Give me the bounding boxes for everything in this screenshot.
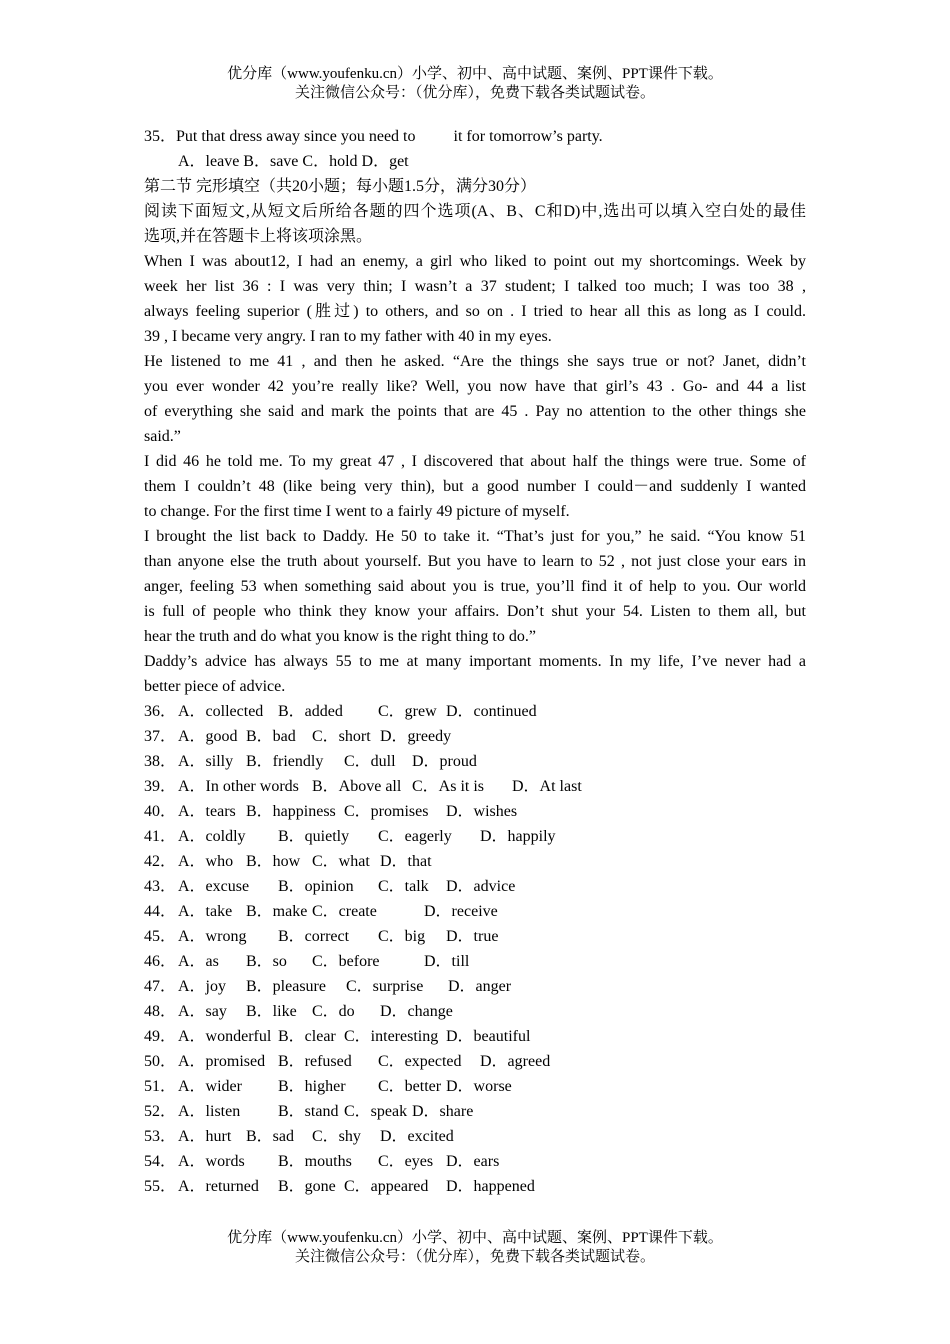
option-b: B．gone — [278, 1178, 336, 1195]
header-line-1: 优分库（www.youfenku.cn）小学、初中、高中试题、案例、PPT课件下载。 — [227, 66, 723, 82]
question-row — [144, 874, 806, 899]
option-c: C．eagerly — [378, 828, 452, 845]
option-a: A．wider — [178, 1078, 242, 1095]
passage-line: anger, feeling 53 when something said about you is true, you’ll find it of help to you. Our world — [144, 578, 806, 595]
option-b: B．Above all — [312, 778, 402, 795]
option-d: D．true — [446, 928, 499, 945]
option-a: A．excuse — [178, 878, 250, 895]
question-number: 50． — [144, 1053, 177, 1070]
question-row — [144, 849, 806, 874]
question-row — [144, 824, 806, 849]
passage-line: is full of people who think they know your affairs. Don’t shut your 54. Listen to them all, but — [144, 603, 806, 620]
question-number: 52． — [144, 1103, 177, 1120]
option-d: D．that — [380, 853, 432, 870]
passage-line: Daddy’s advice has always 55 to me at many important moments. In my life, I’ve never had a — [144, 653, 806, 670]
option-b: B．happiness — [246, 803, 336, 820]
option-a: A．wonderful — [178, 1028, 272, 1045]
option-c: C．appeared — [344, 1178, 429, 1195]
page-footer — [0, 1229, 950, 1267]
question-number: 53． — [144, 1128, 177, 1145]
option-a: A．who — [178, 853, 234, 870]
question-row — [144, 799, 806, 824]
option-b: B．make — [246, 903, 308, 920]
question-number: 38． — [144, 753, 177, 770]
option-b: B．so — [246, 953, 287, 970]
option-c: C．shy — [312, 1128, 361, 1145]
option-b: B．friendly — [246, 753, 324, 770]
question-number: 44． — [144, 903, 177, 920]
option-a: A．coldly — [178, 828, 246, 845]
option-b: B．mouths — [278, 1153, 352, 1170]
passage-line: week her list 36 : I was very thin; I wasn’t a 37 student; I talked too much; I was too 38 , — [144, 278, 806, 295]
option-a: A．silly — [178, 753, 234, 770]
question-number: 40． — [144, 803, 177, 820]
question-number: 46． — [144, 953, 177, 970]
option-c: C．As it is — [412, 778, 485, 795]
passage-line: hear the truth and do what you know is the right thing to do.” — [144, 628, 536, 645]
section-instruction-1: 阅读下面短文,从短文后所给各题的四个选项(A、B、C和D)中,选出可以填入空白处的最佳 — [144, 203, 806, 220]
option-a: A．collected — [178, 703, 264, 720]
option-c: C．surprise — [346, 978, 424, 995]
option-c: C．big — [378, 928, 426, 945]
passage-line: than anyone else the truth about yourself. But you have to learn to 52 , not just close your ears in — [144, 553, 806, 570]
option-d: D．happily — [480, 828, 556, 845]
option-b: B．pleasure — [246, 978, 326, 995]
passage-line: I brought the list back to Daddy. He 50 to take it. “That’s just for you,” he said. “You know 51 — [144, 528, 806, 545]
question-number: 43． — [144, 878, 177, 895]
option-c: C．create — [312, 903, 377, 920]
option-d: D．advice — [446, 878, 516, 895]
page-header — [0, 65, 950, 103]
question-row — [144, 1049, 806, 1074]
option-c: C．expected — [378, 1053, 462, 1070]
question-35 — [144, 124, 806, 149]
option-d: D．change — [380, 1003, 453, 1020]
option-c: C．before — [312, 953, 380, 970]
passage-line: of everything she said and mark the points that are 45 . Pay no attention to the other things she — [144, 403, 806, 420]
question-row — [144, 974, 806, 999]
footer-line-1: 优分库（www.youfenku.cn）小学、初中、高中试题、案例、PPT课件下载。 — [227, 1230, 723, 1246]
option-d: D．till — [424, 953, 470, 970]
option-d: D．share — [412, 1103, 474, 1120]
option-d: D．excited — [380, 1128, 454, 1145]
option-d: D．happened — [446, 1178, 535, 1195]
option-c: C．better — [378, 1078, 442, 1095]
question-number: 42． — [144, 853, 177, 870]
question-row — [144, 749, 806, 774]
question-row — [144, 924, 806, 949]
passage-line: to change. For the first time I went to a fairly 49 picture of myself. — [144, 503, 570, 520]
option-a: A．listen — [178, 1103, 241, 1120]
option-a: A．promised — [178, 1053, 266, 1070]
option-b: B．bad — [246, 728, 296, 745]
question-row — [144, 999, 806, 1024]
question-number: 54． — [144, 1153, 177, 1170]
option-d: D．greedy — [380, 728, 452, 745]
option-b: B．quietly — [278, 828, 350, 845]
option-b: B．stand — [278, 1103, 339, 1120]
option-b: B．how — [246, 853, 301, 870]
question-row — [144, 1149, 806, 1174]
option-d: D．agreed — [480, 1053, 551, 1070]
option-a: A．tears — [178, 803, 236, 820]
option-a: A．words — [178, 1153, 245, 1170]
option-d: D．wishes — [446, 803, 518, 820]
question-number: 48． — [144, 1003, 177, 1020]
option-d: D．proud — [412, 753, 477, 770]
question-row — [144, 1099, 806, 1124]
passage-line: 39 , I became very angry. I ran to my father with 40 in my eyes. — [144, 328, 552, 345]
option-b: B．clear — [278, 1028, 336, 1045]
option-c: C．talk — [378, 878, 429, 895]
option-b: B．higher — [278, 1078, 346, 1095]
option-b: B．refused — [278, 1053, 352, 1070]
footer-line-2: 关注微信公众号：（优分库），免费下载各类试题试卷。 — [294, 1249, 655, 1265]
option-a: A．returned — [178, 1178, 259, 1195]
option-d: D．anger — [448, 978, 512, 995]
passage-line: always feeling superior (胜过) to others, and so on . I tried to hear all this as long as I could. — [144, 303, 806, 320]
option-c: C．grew — [378, 703, 437, 720]
exam-content — [144, 124, 806, 1199]
question-row — [144, 699, 806, 724]
question-number: 39． — [144, 778, 177, 795]
passage-line: said.” — [144, 428, 181, 445]
option-b: B．added — [278, 703, 343, 720]
option-d: D．ears — [446, 1153, 500, 1170]
option-c: C．what — [312, 853, 370, 870]
option-a: A．joy — [178, 978, 227, 995]
option-d: D．continued — [446, 703, 537, 720]
header-line-2: 关注微信公众号：（优分库），免费下载各类试题试卷。 — [294, 85, 655, 101]
q35-options: A．leave B．save C．hold D．get — [178, 153, 409, 170]
option-d: D．beautiful — [446, 1028, 531, 1045]
question-row — [144, 1074, 806, 1099]
option-b: B．correct — [278, 928, 350, 945]
question-number: 36． — [144, 703, 177, 720]
option-c: C．do — [312, 1003, 355, 1020]
option-c: C．interesting — [344, 1028, 439, 1045]
option-a: A．good — [178, 728, 238, 745]
option-a: A．wrong — [178, 928, 247, 945]
option-a: A．take — [178, 903, 233, 920]
option-c: C．eyes — [378, 1153, 434, 1170]
passage-line: When I was about12, I had an enemy, a girl who liked to point out my shortcomings. Week by — [144, 253, 806, 270]
option-b: B．like — [246, 1003, 297, 1020]
option-a: A．hurt — [178, 1128, 232, 1145]
question-number: 49． — [144, 1028, 177, 1045]
option-d: D．worse — [446, 1078, 512, 1095]
section-title: 第二节 完形填空（共20小题；每小题1.5分，满分30分） — [144, 178, 537, 195]
question-row — [144, 1024, 806, 1049]
q35-stem-b: it for tomorrow’s party. — [453, 128, 603, 145]
option-c: C．promises — [344, 803, 429, 820]
option-c: C．short — [312, 728, 371, 745]
option-b: B．sad — [246, 1128, 295, 1145]
option-d: D．receive — [424, 903, 498, 920]
question-number: 37． — [144, 728, 177, 745]
question-row — [144, 1174, 806, 1199]
question-number: 47． — [144, 978, 177, 995]
question-row — [144, 774, 806, 799]
question-number: 45． — [144, 928, 177, 945]
option-a: A．In other words — [178, 778, 299, 795]
passage-line: He listened to me 41 , and then he asked. “Are the things she says true or not? Janet, didn’t — [144, 353, 806, 370]
question-number: 41． — [144, 828, 177, 845]
q35-stem-a: 35．Put that dress away since you need to — [144, 128, 416, 145]
question-row — [144, 949, 806, 974]
section-instruction-2: 选项,并在答题卡上将该项涂黑。 — [144, 228, 373, 245]
question-number: 51． — [144, 1078, 177, 1095]
passage-line: better piece of advice. — [144, 678, 286, 695]
passage-line: you ever wonder 42 you’re really like? Well, you now have that girl’s 43 . Go- and 44 a list — [144, 378, 806, 395]
option-c: C．dull — [344, 753, 396, 770]
option-a: A．say — [178, 1003, 227, 1020]
question-list — [144, 699, 806, 1199]
question-row — [144, 1124, 806, 1149]
passage-line: I did 46 he told me. To my great 47 , I discovered that about half the things were true. Some of — [144, 453, 806, 470]
question-row — [144, 724, 806, 749]
passage-line: them I couldn’t 48 (like being very thin), but a good number I could－and suddenly I wanted — [144, 478, 806, 495]
option-b: B．opinion — [278, 878, 354, 895]
question-number: 55． — [144, 1178, 177, 1195]
option-d: D．At last — [512, 778, 582, 795]
option-c: C．speak — [344, 1103, 408, 1120]
question-row — [144, 899, 806, 924]
option-a: A．as — [178, 953, 219, 970]
cloze-passage — [144, 249, 806, 699]
